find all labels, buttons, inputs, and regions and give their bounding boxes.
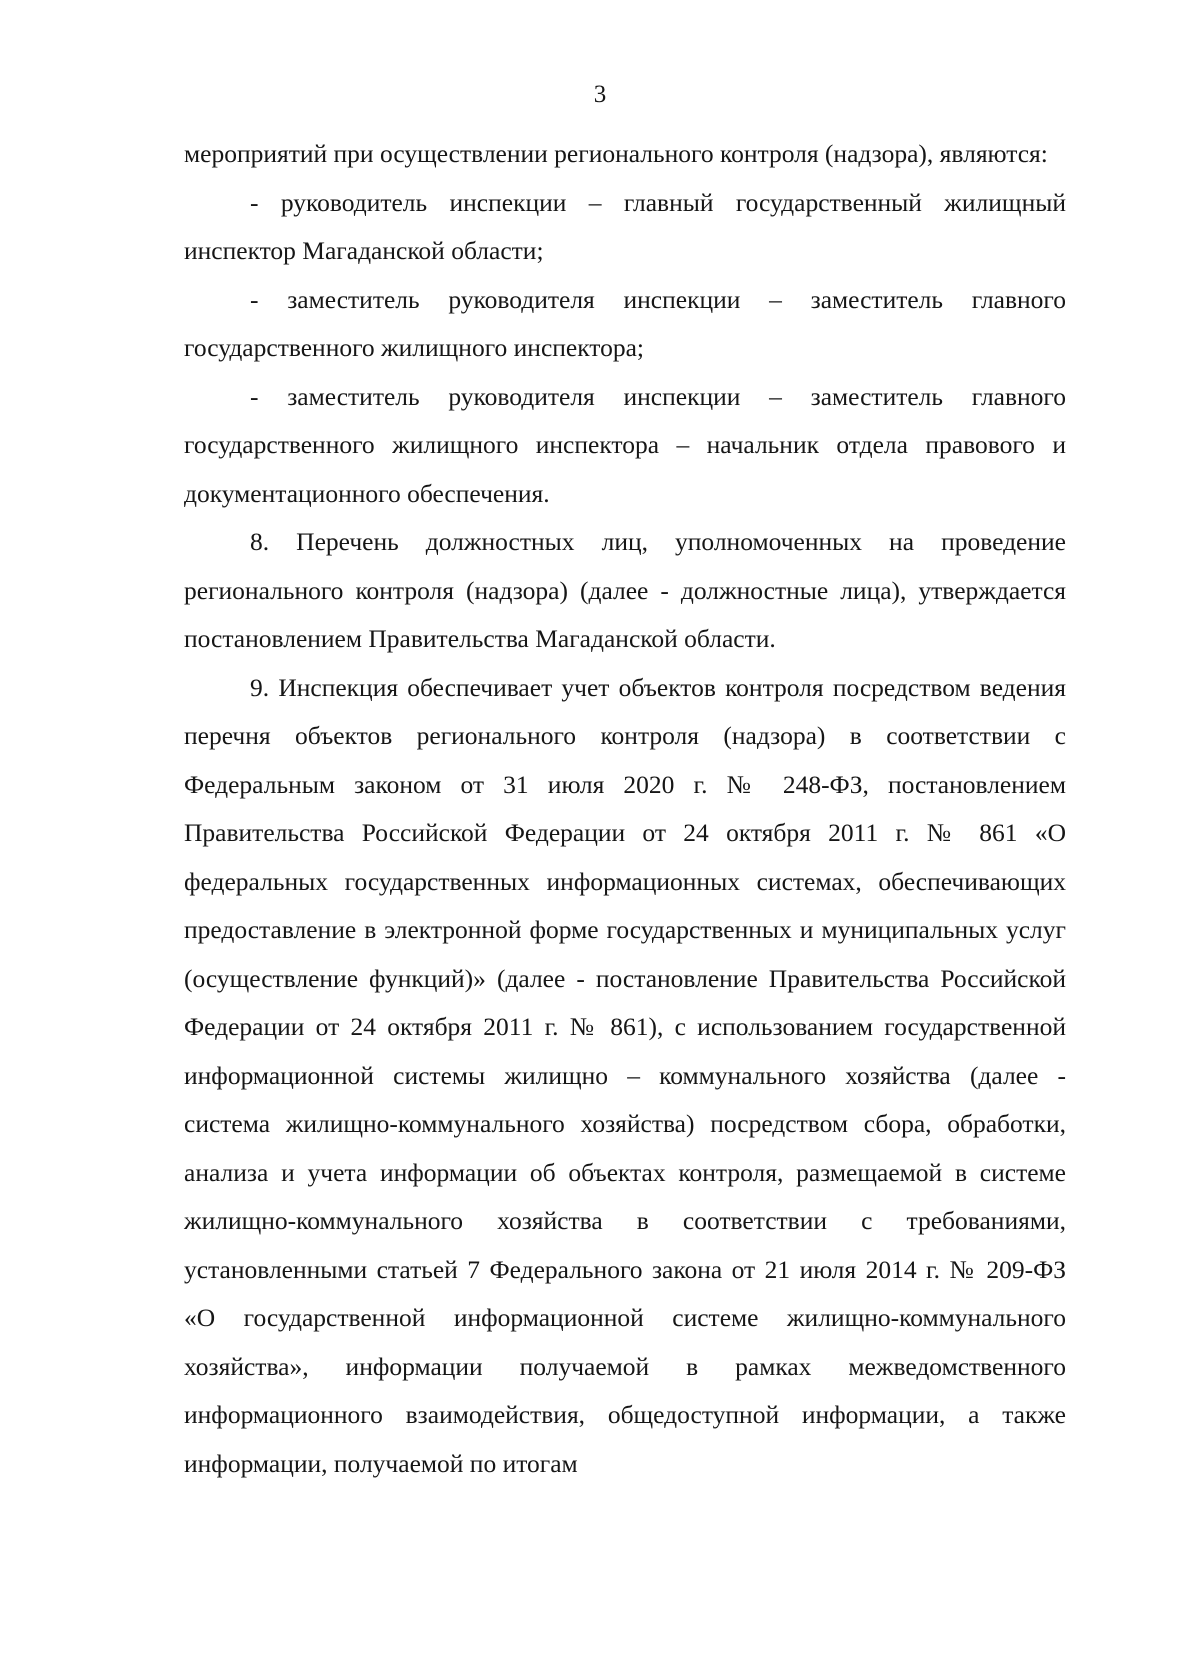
paragraph-continuation: мероприятий при осуществлении регионального контроля (надзора), являются: (184, 139, 1048, 168)
paragraph-item-8: 8. Перечень должностных лиц, уполномоченных на проведение регионального контроля (надзора) (далее - должностные лица), утверждается постановлением Правительства Магаданской области. (184, 527, 1066, 653)
list-item-head-of-inspection: - руководитель инспекции – главный государственный жилищный инспектор Магаданской области; (184, 187, 1066, 265)
document-body (184, 130, 1066, 1488)
list-item-deputy-head-legal: - заместитель руководителя инспекции – заместитель главного государственного жилищного инспектора – начальник отдела правового и документационного обеспечения. (184, 381, 1066, 508)
page-number: 3 (593, 81, 607, 108)
paragraph-item-9: 9. Инспекция обеспечивает учет объектов контроля посредством ведения перечня объектов регионального контроля (надзора) в соответствии с Федеральным законом от 31 июля 2020 г. № 248-ФЗ, постановлением Правительства Российской Федерации от 24 октября 2011 г. № 861 «О федеральных государственных информационных системах, обеспечивающих предоставление в электронной форме государственных и муниципальных услуг (осуществление функций)» (далее - постановление Правительства Российской Федерации от 24 октября 2011 г. № 861), с использованием государственной информационной системы жилищно – коммунального хозяйства (далее - система жилищно-коммунального хозяйства) посредством сбора, обработки, анализа и учета информации об объектах контроля, размещаемой в системе жилищно-коммунального хозяйства в соответствии с требованиями, установленными статьей 7 Федерального закона от 21 июля 2014 г. № 209-ФЗ «О государственной информационной системе жилищно-коммунального хозяйства», информации получаемой в рамках межведомственного информационного взаимодействия, общедоступной информации, а также информации, получаемой по итогам (184, 672, 1066, 1478)
list-item-deputy-head: - заместитель руководителя инспекции – заместитель главного государственного жилищного инспектора; (184, 284, 1066, 362)
